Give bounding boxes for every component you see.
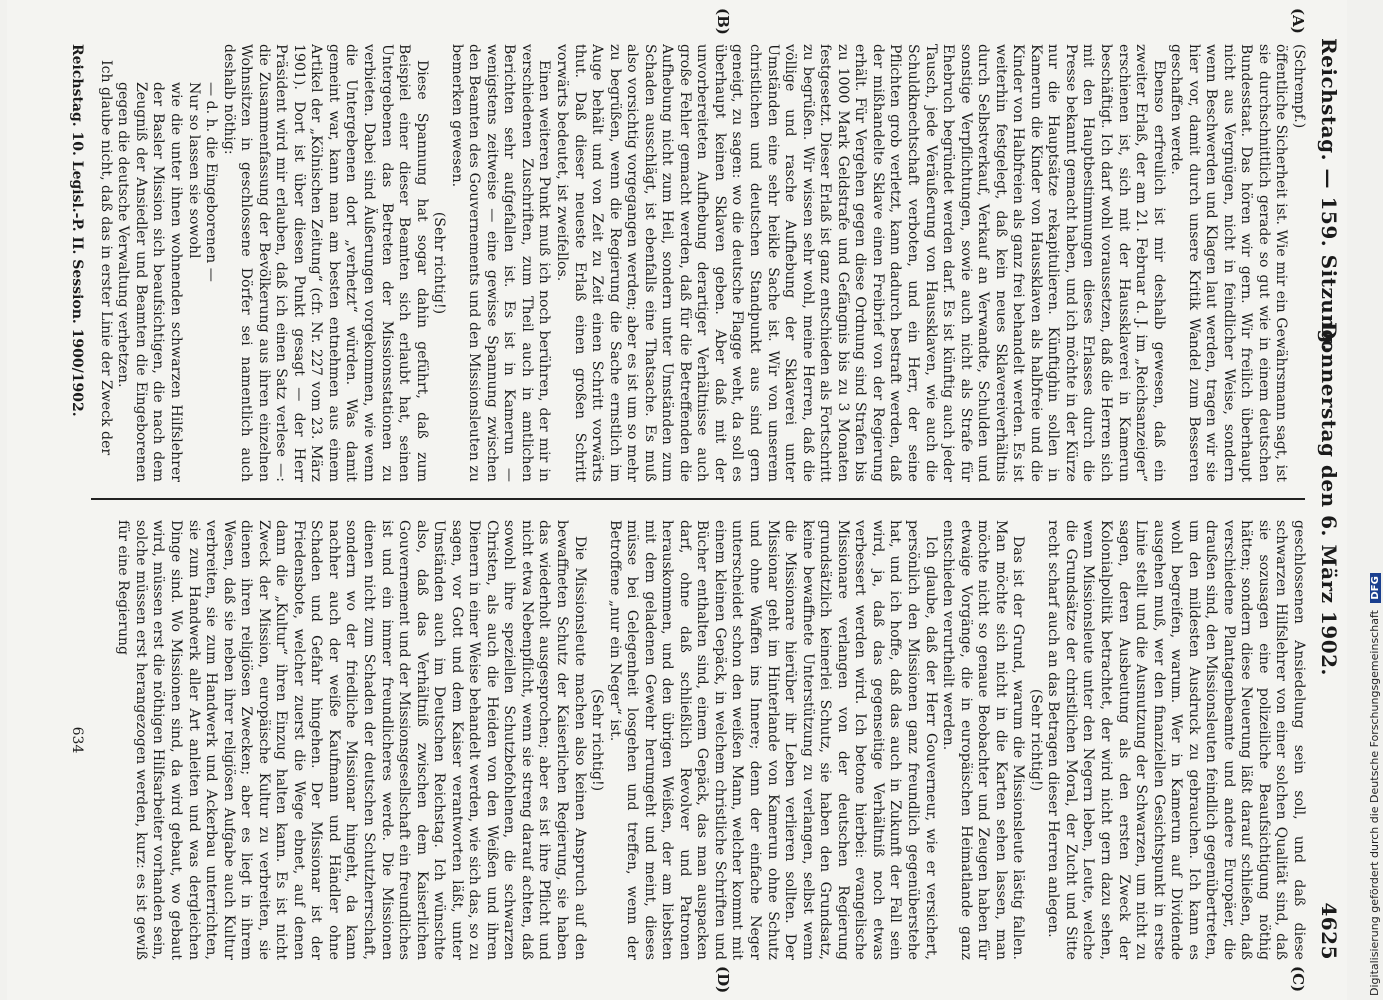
paragraph: Ich glaube, daß der Herr Gouverneur, wie er versichert, persönlich den Missionen ganz freundlich gegenüberstehe hat, und ich hoffe, daß das auch in Zukunft der Fall sein wird, ja, daß das gegenseitige Verhältniß noch etwas verbessert werden wird. Ich betone hierbei: evangelische Missionare verlangen von der deutschen Regierung grundsätzlich keinerlei Schutz, sie haben den Grundsatz, keine bewaffnete Unterstützung zu verlangen, selbst wenn die Missionare hierüber ihr Leben verlieren sollten. Der Missionar geht im Hinterlande von Kamerun ohne Schutz und ohne Waffen ins Innere; denn der einfache Neger unterscheidet schon den weißen Mann, welcher kommt mit einem kleinen Gepäck, in welchem christliche Schriften und Bücher enthalten sind, einem Gepäck, das man auspacken darf, ohne daß schließlich Revolver und Patronen herauskommen, und den übrigen Weißen, der am liebsten mit dem geladenen Gewehr herumgeht und meint, dieses müsse bei Gelegenheit losgehen und treffen, wenn der Betroffene „nur ein Neger“ ist.	[606, 520, 939, 960]
paragraph: (Schrempf.)	[1291, 44, 1307, 129]
page-header	[1311, 38, 1341, 960]
footer-session-line: Reichstag. 10. Legisl.-P. II. Session. 1900/1902.	[69, 44, 85, 417]
header-center: Donnerstag den 6. März 1902.	[1317, 321, 1341, 677]
paragraph: Nur so lassen sie sowohl	[185, 82, 202, 259]
paragraph: wie die unter ihnen wohnenden schwarzen Hilfslehrer der Basler Mission sich beaufsichtigen, die nach dem Zeugniß der Ansiedler und Beamten die Eingeborenen gegen die deutsche Verwaltung verhetzen.	[115, 82, 184, 482]
paragraph: (Sehr richtig!)	[431, 211, 448, 315]
digitization-credit	[1368, 573, 1381, 996]
margin-marker-c: (C)	[1289, 966, 1307, 993]
left-text-column	[89, 44, 1307, 482]
dfg-logo-icon: DFG	[1370, 573, 1381, 602]
paragraph: (Sehr richtig!)	[589, 688, 606, 792]
right-text-column	[89, 520, 1307, 960]
margin-marker-a: (A)	[1289, 8, 1307, 34]
margin-marker-b: (B)	[714, 8, 732, 35]
header-left: Reichstag. — 159. Sitzung.	[1317, 38, 1341, 352]
paragraph: Einen weiteren Punkt muß ich noch berühren, der mir in verschiedenen Zuschriften, zum Theil auch in amtlichen Berichten sehr aufgefallen ist. Es ist in Kamerun — wenigstens zeitweise — eine gewisse Spannung zwischen den Beamten des Gouvernements und den Missionsleuten zu bemerken gewesen.	[448, 44, 553, 482]
paragraph: Ebenso erfreulich ist mir deshalb gewesen, daß ein zweiter Erlaß, der am 21. Februar d. J. im „Reichsanzeiger“ erschienen ist, sich mit der Haussklaverei in Kamerun beschäftigt. Ich darf wohl voraussetzen, daß die Herren sich mit den Hauptbestimmungen dieses Erlasses durch die Presse bekannt gemacht haben, und ich möchte in der Kürze nur die Hauptsätze rekapitulieren. Künftighin sollen in Kamerun die Kinder von Haussklaven als halbfreie und die Kinder von Halbfreien als ganz frei behandelt werden. Es ist weiterhin festgelegt, daß kein neues Sklavereiverhältnis durch Selbstverkauf, Verkauf an Verwandte, Schulden und sonstige Verpflichtungen, sowie auch nicht als Strafe für Ehebruch begründet werden darf. Es ist künftig auch jeder Tausch, jede Veräußerung von Haussklaven, wie auch die Schuldknechtschaft verboten, und ein Herr, der seine Pflichten grob verletzt, kann dadurch bestraft werden, daß der mißhandelte Sklave einen Freibrief von der Regierung erhält. Für Vergehen gegen diese Ordnung sind Strafen bis zu 1000 Mark Geldstrafe und Gefängnis bis zu 3 Monaten festgesetzt. Dieser Erlaß ist ganz entschieden als Fortschritt zu begrüßen. Wir wissen sehr wohl, meine Herren, daß die völlige und rasche Aufhebung der Sklaverei unter Umständen eine sehr heikle Sache ist. Wir von unserem christlichen und deutschen Standpunkt aus sind gern geneigt, zu sagen: wo die deutsche Flagge weht, da soll es überhaupt keinen Sklaven geben. Aber daß mit der unvorbereiteten Aufhebung derartiger Verhältnisse auch große Fehler gemacht werden, daß für die Betreffenden die Aufhebung nicht zum Heil, sondern unter Umständen zum Schaden ausschlägt, ist ebenfalls eine Thatsache. Es muß also vorsichtig vorgegangen werden; aber es ist um so mehr zu begrüßen, wenn die Regierung die Sache ernstlich im Auge behält und von Zeit zu Zeit einen Schritt vorwärts thut. Daß dieser neueste Erlaß einen großen Schritt vorwärts bedeutet, ist zweifellos.	[554, 44, 1167, 482]
paragraph: Diese Spannung hat sogar dahin geführt, daß zum Beispiel einer dieser Beamten sich erlaubt hat, seinen Untergebenen das Betreten der Missionsstationen zu verbieten. Dabei sind Äußerungen vorgekommen, wie wenn die Untergebenen dort „verhetzt“ würden. Was damit gemeint war, kann man am besten entnehmen aus einem Artikel der „Kölnischen Zeitung“ (cfr. Nr. 227 vom 23. März 1901). Dort ist über diesen Punkt gesagt — der Herr Präsident wird mir erlauben, daß ich einen Satz verlese —: die Zusammenfassung der Bevölkerung aus ihren einzelnen Wohnsitzen in geschlossene Dörfer sei namentlich auch deshalb nöthig:	[220, 44, 430, 482]
digitization-credit-text: Digitalisierung gefördert durch die Deutsche Forschungsgemeinschaft	[1368, 610, 1381, 996]
paragraph: Ich glaube nicht, daß das in erster Linie der Zweck der	[97, 60, 114, 456]
header-page-number: 4625	[1317, 902, 1341, 960]
column-divider	[91, 498, 1305, 500]
margin-marker-d: (D)	[714, 966, 732, 994]
paragraph: (Sehr richtig!)	[1027, 688, 1044, 792]
footer-sheet-number: 634	[69, 726, 85, 754]
paragraph: öffentliche Sicherheit ist. Wie mir ein Gewährsmann sagt, ist sie durchschnittlich gerade so gut wie in einem deutschen Bundesstaat. Das hören wir gern. Wir freilich überhaupt nicht aus Vergnügen, nicht in feindlicher Weise, sondern wenn Beschwerden und Klagen laut werden, tragen wir sie hier vor, damit durch unsere Kritik Wandel zum Besseren geschaffen werde.	[1168, 44, 1290, 482]
document-page	[7, 0, 1347, 1000]
paragraph: — d. h. die Eingeborenen —	[203, 82, 220, 282]
paragraph: Die Missionsleute machen also keinen Anspruch auf den bewaffneten Schutz der Kaiserlichen Regierung, sie haben das wiederholt ausgesprochen; aber es ist ihre Pflicht und nicht etwa Nebenpflicht, wenn sie streng darauf achten, daß sowohl ihre speziellen Schutzbefohlenen, die schwarzen Christen, als auch die Heiden von den Weißen und ihren Dienern in einer Weise behandelt werden, wie sich das, so zu sagen, vor Gott und dem Kaiser verantworten läßt, unter Umständen auch im Deutschen Reichstag. Ich wünschte also, daß das Verhältniß zwischen dem Kaiserlichen Gouvernement und der Missionsgesellschaft ein freundliches ist und ein immer freundlicheres werde. Die Missionen dienen nicht zum Schaden der deutschen Schutzherrschaft, sondern wo der friedliche Missionar hingeht, da kann nachher auch der weiße Kaufmann und Händler ohne Schaden und Gefahr hingehen. Der Missionar ist der Friedensbote, welcher zuerst die Wege ebnet, auf denen dann die „Kultur“ ihren Einzug halten kann. Es ist nicht Zweck der Mission, europäische Kultur zu verbreiten, sie dienen ihren religiösen Zwecken; aber es liegt in ihrem Wesen, daß sie neben ihrer religiösen Aufgabe auch Kultur verbreiten, sie zum Handwerk und Ackerbau unterrichten, sie zum Handwerk aller Art anleiten und was dergleichen Dinge sind. Wo Missionen sind, da wird gebaut, wo gebaut wird, müssen erst die nöthigen Hilfsarbeiter vorhanden sein, solche müssen erst herangezogen werden, kurz: es ist gewiß für eine Regierung	[115, 520, 588, 960]
paragraph: geschlossenen Ansiedelung sein soll, und daß diese schwarzen Hilfslehrer von einer solchen Qualität sind, daß sie sozusagen eine polizeiliche Beaufsichtigung nöthig hätten; sondern diese Neuerung läßt darauf schließen, daß verschiedene Plantagenbeamte und andere Europäer, die draußen sind, den Missionsleuten feindlich gegenübertreten, um den mildesten Ausdruck zu gebrauchen. Ich kann es wohl begreifen, warum. Wer in Kamerun auf Dividende ausgehen muß, wer den finanziellen Gesichtspunkt in erste Linie stellt und die Ausnutzung der Schwarzen, um nicht zu sagen, deren Ausbeutung als den ersten Zweck der Kolonialpolitik betrachtet, der wird nicht gern dazu sehen, wenn Missionsleute unter den Negern leben, Leute, welche die Grundsätze der christlichen Moral, der Zucht und Sitte recht scharf auch an das Betragen dieser Herren anlegen.	[1045, 520, 1307, 960]
paragraph: Das ist der Grund, warum die Missionsleute lästig fallen. Man möchte sich nicht in die Karten sehen lassen, man möchte nicht so genaue Beobachter und Zeugen haben für etwaige Vorgänge, die in europäischen Heimatlande ganz entschieden verurtheilt werden.	[940, 520, 1027, 960]
